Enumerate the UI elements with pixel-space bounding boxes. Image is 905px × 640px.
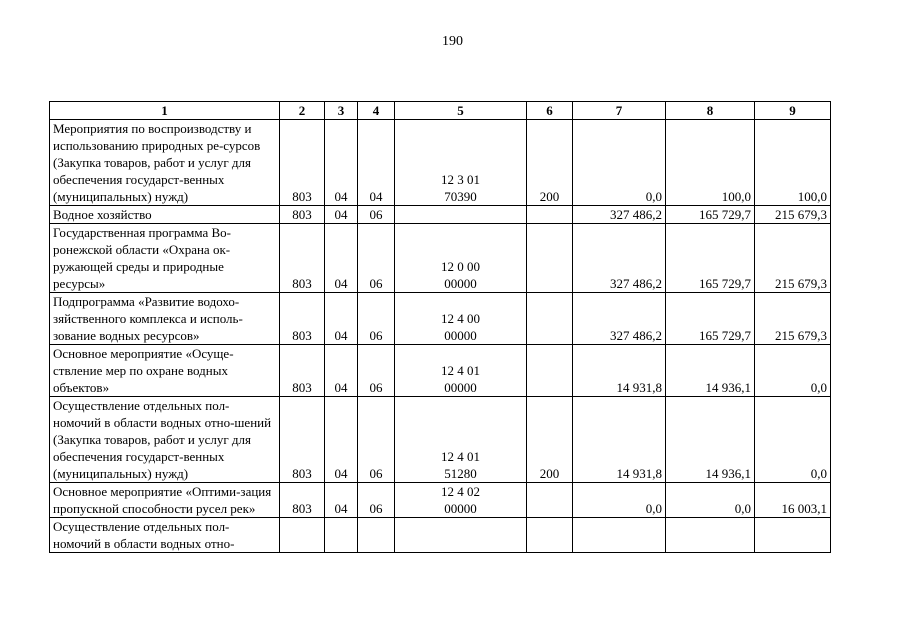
header-cell: 7 <box>573 102 666 120</box>
grbs-cell: 803 <box>280 345 325 397</box>
table-row <box>50 206 831 224</box>
csr-line-2: 51280 <box>444 466 477 481</box>
csr-line-1: 12 4 02 <box>441 484 480 499</box>
table-row <box>50 518 831 553</box>
amount-2020: 14 936,1 <box>666 397 755 483</box>
csr-line-1: 12 4 01 <box>441 449 480 464</box>
amount-2021: 215 679,3 <box>755 293 831 345</box>
table-row <box>50 397 831 483</box>
header-row <box>50 102 831 120</box>
header-cell: 1 <box>50 102 280 120</box>
amount-2020 <box>666 518 755 553</box>
amount-2019: 327 486,2 <box>573 293 666 345</box>
pr-cell: 06 <box>358 483 395 518</box>
header-cell: 4 <box>358 102 395 120</box>
grbs-cell: 803 <box>280 483 325 518</box>
rz-cell: 04 <box>325 224 358 293</box>
vr-cell <box>527 206 573 224</box>
grbs-cell: 803 <box>280 397 325 483</box>
csr-line-2: 00000 <box>444 328 477 343</box>
csr-cell <box>395 224 527 293</box>
table-row <box>50 345 831 397</box>
amount-2019: 0,0 <box>573 120 666 206</box>
header-cell: 6 <box>527 102 573 120</box>
vr-cell <box>527 345 573 397</box>
amount-2019: 14 931,8 <box>573 397 666 483</box>
vr-cell <box>527 518 573 553</box>
rz-cell: 04 <box>325 293 358 345</box>
amount-2020: 14 936,1 <box>666 345 755 397</box>
row-name: Подпрограмма «Развитие водохо-зяйственного комплекса и исполь-зование водных ресурсов» <box>50 293 280 345</box>
rz-cell: 04 <box>325 397 358 483</box>
header-cell: 8 <box>666 102 755 120</box>
header-cell: 9 <box>755 102 831 120</box>
csr-cell <box>395 483 527 518</box>
amount-2021: 16 003,1 <box>755 483 831 518</box>
amount-2021: 100,0 <box>755 120 831 206</box>
amount-2019: 327 486,2 <box>573 206 666 224</box>
page-number: 190 <box>442 34 463 49</box>
rz-cell <box>325 518 358 553</box>
csr-line-2: 00000 <box>444 276 477 291</box>
rz-cell: 04 <box>325 345 358 397</box>
amount-2020: 100,0 <box>666 120 755 206</box>
amount-2020: 165 729,7 <box>666 206 755 224</box>
pr-cell: 06 <box>358 345 395 397</box>
amount-2021: 0,0 <box>755 345 831 397</box>
row-name: Основное мероприятие «Осуще-ствление мер по охране водных объектов» <box>50 345 280 397</box>
amount-2020: 165 729,7 <box>666 293 755 345</box>
csr-cell <box>395 293 527 345</box>
csr-line-1: 12 0 00 <box>441 259 480 274</box>
rz-cell: 04 <box>325 120 358 206</box>
row-name: Осуществление отдельных пол-номочий в области водных отно-шений (Закупка товаров, работ и услуг для обеспечения государст-венных (муниципальных) нужд) <box>50 397 280 483</box>
grbs-cell: 803 <box>280 224 325 293</box>
table-row <box>50 483 831 518</box>
pr-cell: 06 <box>358 397 395 483</box>
vr-cell: 200 <box>527 397 573 483</box>
vr-cell <box>527 483 573 518</box>
amount-2021 <box>755 518 831 553</box>
row-name: Мероприятия по воспроизводству и использованию природных ре-сурсов (Закупка товаров, работ и услуг для обеспечения государст-венных (муниципальных) нужд) <box>50 120 280 206</box>
csr-cell <box>395 397 527 483</box>
amount-2019: 14 931,8 <box>573 345 666 397</box>
amount-2019 <box>573 518 666 553</box>
pr-cell: 06 <box>358 224 395 293</box>
table-row <box>50 120 831 206</box>
header-cell: 3 <box>325 102 358 120</box>
csr-line-2: 70390 <box>444 189 477 204</box>
amount-2020: 0,0 <box>666 483 755 518</box>
row-name: Водное хозяйство <box>50 206 280 224</box>
csr-line-1: 12 3 01 <box>441 172 480 187</box>
grbs-cell: 803 <box>280 206 325 224</box>
table-row <box>50 293 831 345</box>
header-cell: 2 <box>280 102 325 120</box>
rz-cell: 04 <box>325 206 358 224</box>
header-cell: 5 <box>395 102 527 120</box>
row-name: Основное мероприятие «Оптими-зация пропускной способности русел рек» <box>50 483 280 518</box>
rz-cell: 04 <box>325 483 358 518</box>
csr-line-1: 12 4 01 <box>441 363 480 378</box>
amount-2021: 215 679,3 <box>755 206 831 224</box>
csr-cell <box>395 206 527 224</box>
budget-table <box>49 101 831 553</box>
pr-cell: 06 <box>358 293 395 345</box>
pr-cell: 04 <box>358 120 395 206</box>
pr-cell <box>358 518 395 553</box>
csr-line-1: 12 4 00 <box>441 311 480 326</box>
csr-cell <box>395 518 527 553</box>
vr-cell <box>527 224 573 293</box>
row-name: Осуществление отдельных пол-номочий в области водных отно- <box>50 518 280 553</box>
row-name: Государственная программа Во-ронежской области «Охрана ок-ружающей среды и природные ресурсы» <box>50 224 280 293</box>
vr-cell: 200 <box>527 120 573 206</box>
grbs-cell: 803 <box>280 120 325 206</box>
vr-cell <box>527 293 573 345</box>
amount-2019: 327 486,2 <box>573 224 666 293</box>
pr-cell: 06 <box>358 206 395 224</box>
amount-2019: 0,0 <box>573 483 666 518</box>
amount-2020: 165 729,7 <box>666 224 755 293</box>
csr-cell <box>395 345 527 397</box>
csr-cell <box>395 120 527 206</box>
table-row <box>50 224 831 293</box>
grbs-cell <box>280 518 325 553</box>
amount-2021: 215 679,3 <box>755 224 831 293</box>
amount-2021: 0,0 <box>755 397 831 483</box>
csr-line-2: 00000 <box>444 380 477 395</box>
grbs-cell: 803 <box>280 293 325 345</box>
csr-line-2: 00000 <box>444 501 477 516</box>
